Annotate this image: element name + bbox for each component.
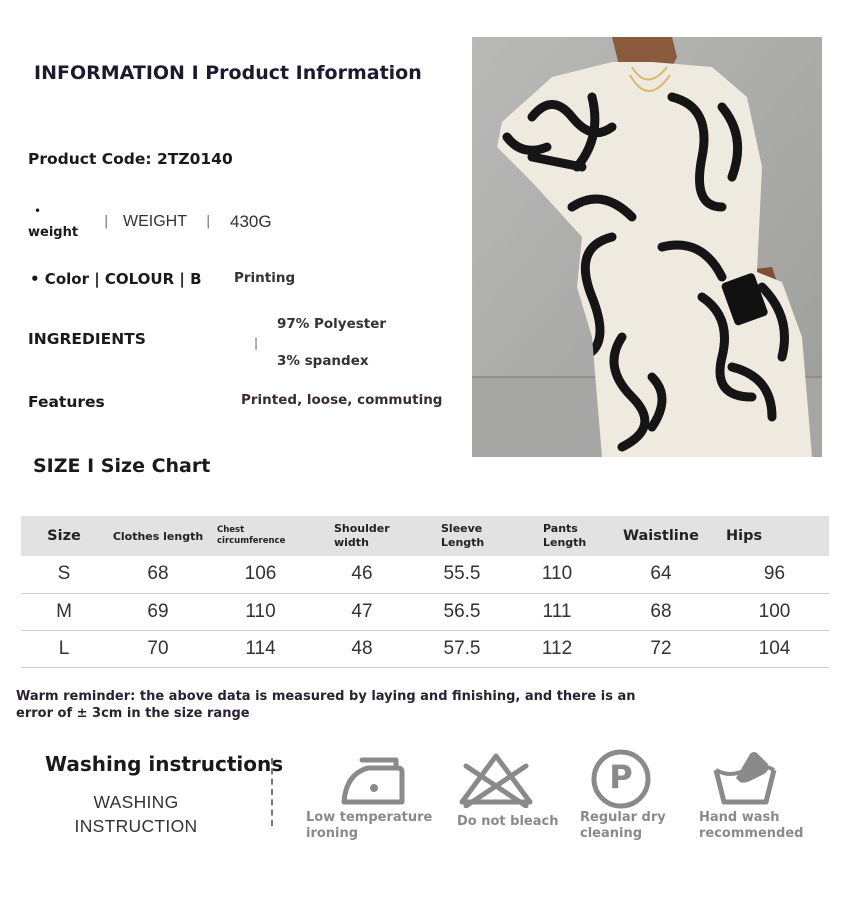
ingredient-item: 3% spandex — [277, 353, 369, 369]
header-shoulder-line2: width — [334, 536, 369, 549]
warm-reminder: Warm reminder: the above data is measured by laying and finishing, and there is an error of ± 3cm in the size range — [16, 689, 636, 721]
header-waistline: Waistline — [602, 516, 720, 556]
table-cell: 72 — [602, 630, 720, 667]
features-label: Features — [28, 393, 105, 411]
weight-value: 430G — [230, 212, 272, 231]
washing-title: Washing instructions — [45, 752, 284, 776]
product-code: Product Code: 2TZ0140 — [28, 150, 233, 168]
hand-wash-label: Hand wash recommended — [699, 810, 804, 841]
table-cell: 48 — [312, 630, 412, 667]
info-title: INFORMATION I Product Information — [34, 62, 422, 84]
no-bleach-icon — [458, 752, 534, 812]
header-chest-line2: circumference — [217, 536, 286, 546]
table-row — [21, 556, 829, 593]
table-cell: 68 — [107, 556, 209, 593]
table-header-row — [21, 516, 829, 556]
table-cell: 46 — [312, 556, 412, 593]
size-table — [21, 516, 829, 668]
table-cell: 64 — [602, 556, 720, 593]
table-cell: S — [21, 556, 107, 593]
table-cell: 56.5 — [412, 593, 512, 630]
table-cell: 55.5 — [412, 556, 512, 593]
dry-clean-label: Regular dry cleaning — [580, 810, 666, 841]
header-chest — [209, 516, 312, 556]
table-cell: 69 — [107, 593, 209, 630]
ingredients-label: INGREDIENTS — [28, 330, 146, 348]
table-cell: L — [21, 630, 107, 667]
header-pants-line1: Pants — [543, 522, 578, 536]
table-cell: 70 — [107, 630, 209, 667]
weight-label: weight — [28, 225, 79, 240]
size-chart-title: SIZE I Size Chart — [33, 455, 211, 477]
table-row — [21, 630, 829, 667]
hand-wash-icon — [712, 748, 778, 810]
header-shoulder-line1: Shoulder — [334, 522, 390, 536]
header-hips: Hips — [720, 516, 829, 556]
header-sleeve-line1: Sleeve — [441, 522, 483, 536]
table-cell: 110 — [209, 593, 312, 630]
table-cell: 106 — [209, 556, 312, 593]
header-shoulder — [312, 516, 412, 556]
table-cell: 47 — [312, 593, 412, 630]
color-label: • Color | COLOUR | B — [30, 270, 202, 288]
features-value: Printed, loose, commuting — [241, 392, 443, 408]
weight-bullet: • — [34, 204, 42, 218]
washing-divider — [271, 758, 273, 826]
color-value: Printing — [234, 270, 296, 286]
dry-clean-icon — [589, 747, 653, 815]
washing-subtitle: INSTRUCTION — [74, 816, 198, 836]
header-size: Size — [21, 516, 107, 556]
no-bleach-label: Do not bleach — [457, 814, 559, 829]
weight-label-alt: WEIGHT — [123, 213, 187, 230]
table-cell: 110 — [512, 556, 602, 593]
table-cell: 100 — [720, 593, 829, 630]
header-sleeve-line2: Length — [441, 536, 485, 549]
washing-subtitle: WASHING — [93, 792, 179, 812]
ingredient-item: 97% Polyester — [277, 316, 387, 332]
table-cell: 104 — [720, 630, 829, 667]
table-cell: M — [21, 593, 107, 630]
table-cell: 68 — [602, 593, 720, 630]
header-pants-line2: Length — [543, 536, 587, 549]
table-cell: 57.5 — [412, 630, 512, 667]
header-pants — [512, 516, 602, 556]
weight-separator: | — [206, 214, 211, 229]
iron-icon — [338, 754, 408, 810]
header-chest-line1: Chest — [217, 525, 245, 536]
table-cell: 96 — [720, 556, 829, 593]
weight-separator: | — [104, 214, 109, 229]
header-clothes-length: Clothes length — [107, 516, 209, 556]
product-photo — [472, 37, 822, 457]
table-cell: 114 — [209, 630, 312, 667]
table-cell: 112 — [512, 630, 602, 667]
dry-clean-glyph: P — [609, 758, 633, 796]
header-sleeve — [412, 516, 512, 556]
iron-label: Low temperature ironing — [306, 810, 433, 841]
table-row — [21, 593, 829, 630]
ingredients-separator: | — [254, 336, 259, 350]
table-cell: 111 — [512, 593, 602, 630]
